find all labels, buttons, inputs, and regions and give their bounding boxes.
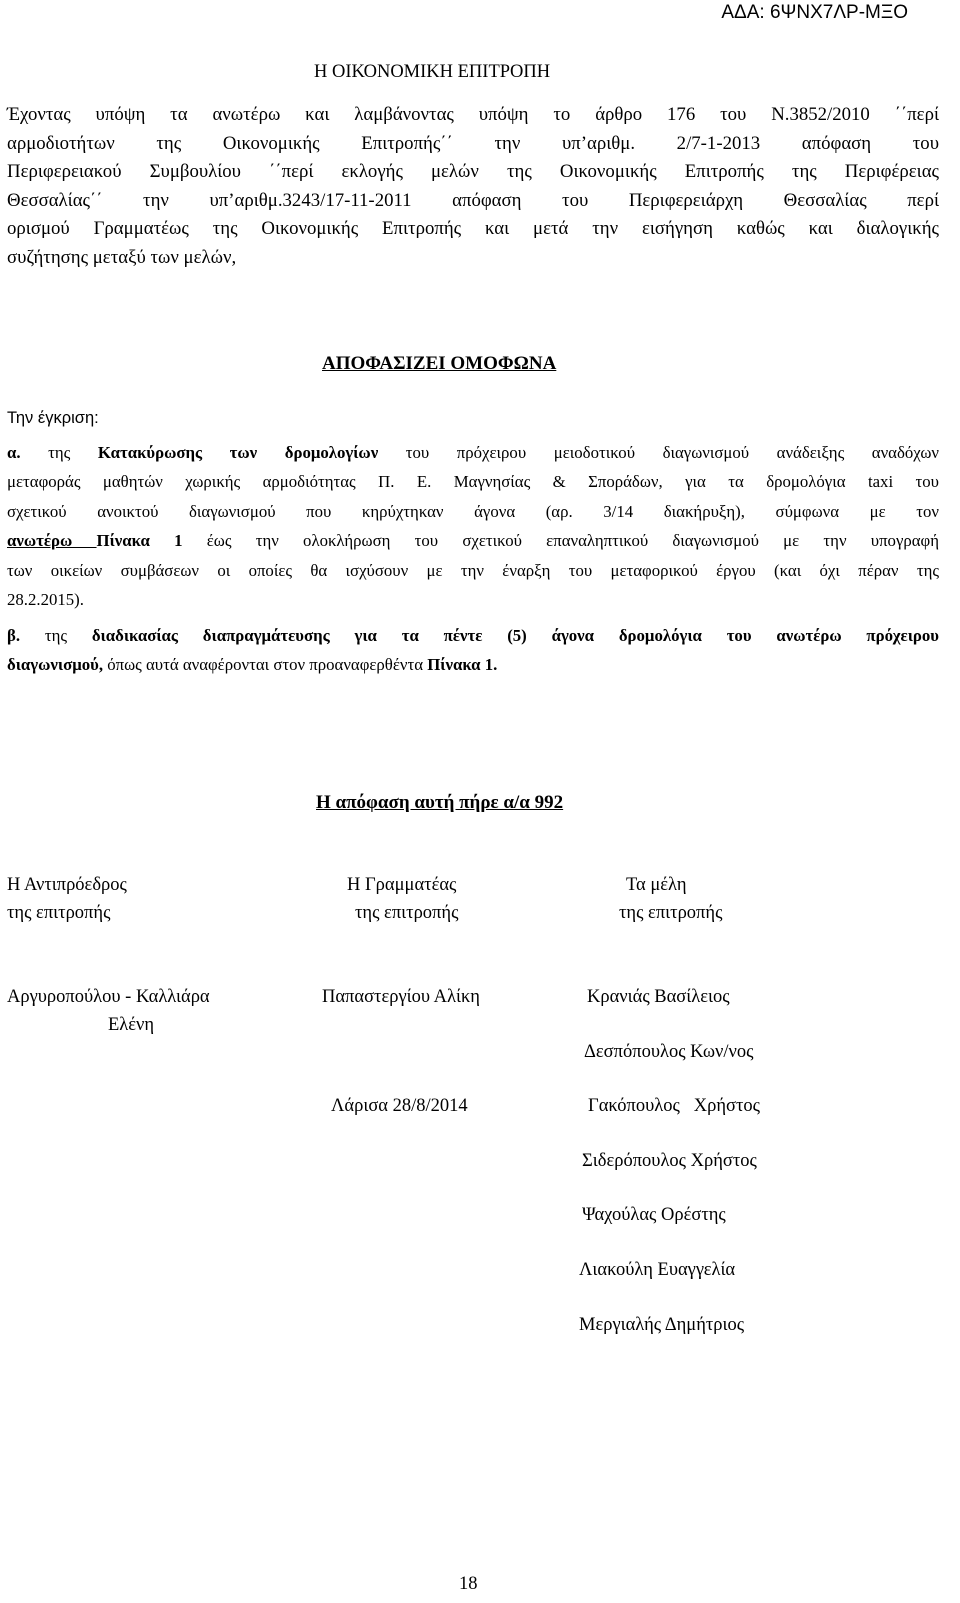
intro-paragraph bbox=[7, 101, 939, 272]
item-a-text: της bbox=[20, 443, 98, 462]
item-a-text: των οικείων συμβάσεων οι οποίες θα ισχύσουν με την έναρξη του μεταφορικού έργου (και όχι πέραν της bbox=[7, 560, 939, 580]
member-name: Ψαχούλας Ορέστης bbox=[582, 1205, 726, 1225]
item-b bbox=[7, 621, 939, 680]
item-a-text: του πρόχειρου μειοδοτικού διαγωνισμού ανάδειξης αναδόχων bbox=[378, 443, 939, 462]
item-b-bold: διαδικασίας διαπραγμάτευσης για τα πέντε (5) άγονα δρομολόγια του ανωτέρω πρόχειρου bbox=[91, 626, 939, 645]
ada-code: ΑΔΑ: 6ΨΝΧ7ΛΡ-ΜΞΟ bbox=[721, 2, 908, 23]
vice-chair-name: Αργυροπούλου - Καλλιάρα bbox=[7, 987, 210, 1007]
vice-chair-title-sub: της επιτροπής bbox=[7, 903, 111, 923]
item-a-bold: Κατακύρωσης των δρομολογίων bbox=[97, 443, 379, 462]
approval-label: Την έγκριση: bbox=[7, 409, 99, 427]
place-date: Λάρισα 28/8/2014 bbox=[331, 1096, 468, 1116]
item-a-text: 28.2.2015). bbox=[7, 590, 84, 610]
item-a-bold-underline: ανωτέρω bbox=[7, 531, 97, 551]
item-a-marker: α. bbox=[7, 443, 21, 462]
intro-line: Θεσσαλίας΄΄ την υπ’αριθμ.3243/17-11-2011 απόφαση του Περιφερειάρχη Θεσσαλίας περί bbox=[7, 189, 939, 211]
item-a-text: έως την ολοκλήρωση του σχετικού επαναληπτικού διαγωνισμού με την υπογραφή bbox=[182, 531, 939, 551]
item-b-bold: Πίνακα 1. bbox=[427, 655, 498, 675]
vice-chair-name-sub: Ελένη bbox=[108, 1015, 155, 1035]
intro-line: συζήτησης μεταξύ των μελών, bbox=[7, 246, 237, 268]
intro-line: Έχοντας υπόψη τα ανωτέρω και λαμβάνοντας υπόψη το άρθρο 176 του Ν.3852/2010 ΄΄περί bbox=[7, 104, 939, 125]
member-name: Κρανιάς Βασίλειος bbox=[587, 987, 730, 1007]
intro-line: Περιφερειακού Συμβουλίου ΄΄περί εκλογής μελών της Οικονομικής Επιτροπής της Περιφέρειας bbox=[7, 161, 939, 182]
item-b-marker: β. bbox=[7, 626, 21, 645]
vice-chair-title: Η Αντιπρόεδρος bbox=[7, 875, 127, 895]
secretary-title-sub: της επιτροπής bbox=[355, 903, 459, 923]
member-name: Σιδερόπουλος Χρήστος bbox=[582, 1151, 757, 1171]
secretary-name: Παπαστεργίου Αλίκη bbox=[322, 987, 480, 1007]
item-b-text: όπως αυτά αναφέρονται στον προαναφερθέντα bbox=[103, 655, 428, 675]
secretary-title: Η Γραμματέας bbox=[347, 875, 457, 895]
member-name: Λιακούλη Ευαγγελία bbox=[579, 1260, 736, 1280]
item-b-text: της bbox=[20, 626, 92, 645]
item-a-bold: Πίνακα 1 bbox=[96, 531, 183, 551]
intro-line: ορισμού Γραμματέως της Οικονομικής Επιτροπής και μετά την εισήγηση καθώς και διαλογικής bbox=[7, 218, 939, 239]
members-title: Τα μέλη bbox=[626, 875, 687, 895]
vote-statement: Η απόφαση αυτή πήρε α/α 992 bbox=[316, 792, 564, 813]
member-name: Μεργιαλής Δημήτριος bbox=[579, 1315, 745, 1335]
item-b-bold: διαγωνισμού, bbox=[7, 655, 104, 675]
committee-title: Η ΟΙΚΟΝΟΜΙΚΗ ΕΠΙΤΡΟΠΗ bbox=[314, 62, 551, 82]
item-a-text: μεταφοράς μαθητών χωρικής αρμοδιότητας Π. Ε. Μαγνησίας & Σποράδων, για τα δρομολόγια taxi του bbox=[7, 472, 939, 492]
member-name: Δεσπόπουλος Κων/νος bbox=[584, 1042, 754, 1062]
member-name: Γακόπουλος Χρήστος bbox=[588, 1096, 760, 1116]
item-a bbox=[7, 438, 939, 614]
decision-heading: ΑΠΟΦΑΣΙΖΕΙ ΟΜΟΦΩΝΑ bbox=[322, 353, 557, 374]
page-number: 18 bbox=[459, 1574, 478, 1594]
members-title-sub: της επιτροπής bbox=[619, 903, 723, 923]
item-a-text: σχετικού ανοικτού διαγωνισμού που κηρύχτηκαν άγονα (αρ. 3/14 διακήρυξη), σύμφωνα με τον bbox=[7, 501, 939, 521]
intro-line: αρμοδιοτήτων της Οικονομικής Επιτροπής΄΄ την υπ’αριθμ. 2/7-1-2013 απόφαση του bbox=[7, 132, 939, 154]
